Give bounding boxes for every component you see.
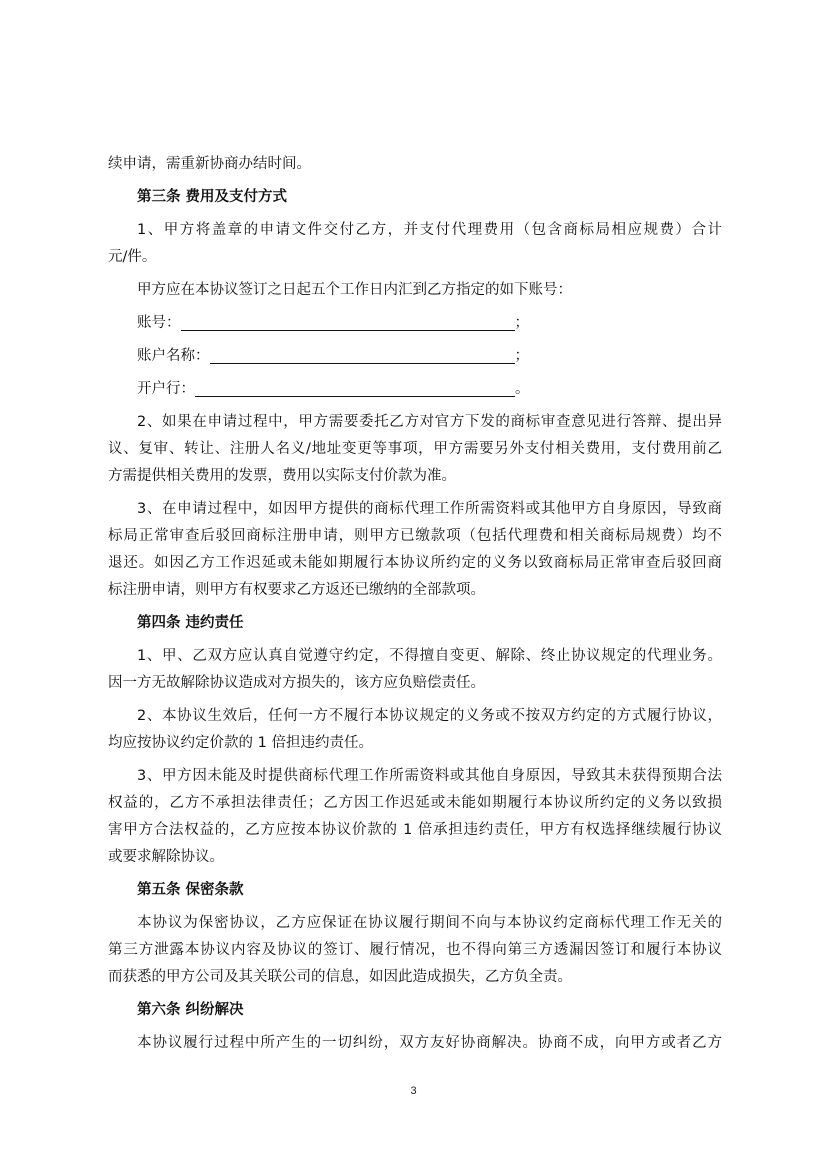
text-line: 2、如果在申请过程中，甲方需要委托乙方对官方下发的商标审查意见进行答辩、提出异 xyxy=(137,414,722,430)
section-heading-liability: 第四条 违约责任 xyxy=(137,615,244,631)
text-line: 本协议履行过程中所产生的一切纠纷，双方友好协商解决。协商不成，向甲方或者乙方 xyxy=(137,1035,722,1051)
section-heading-dispute: 第六条 纠纷解决 xyxy=(137,1002,244,1018)
text-line: 权益的，乙方不承担法律责任；乙方因工作迟延或未能如期履行本协议所约定的义务以致损 xyxy=(108,795,722,811)
text-line: 续申请，需重新协商办结时间。 xyxy=(108,156,311,172)
bank-blank xyxy=(195,379,515,397)
text-line: 方需提供相关费用的发票，费用以实际支付价款为准。 xyxy=(108,468,456,484)
page-number: 3 xyxy=(410,1085,417,1097)
text-line: 均应按协议约定价款的 1 倍担违约责任。 xyxy=(108,735,373,751)
text-line: 1、甲、乙双方应认真自觉遵守约定，不得擅自变更、解除、终止协议规定的代理业务。 xyxy=(137,648,722,664)
text-line: 2、本协议生效后，任何一方不履行本协议规定的义务或不按双方约定的方式履行协议， xyxy=(137,708,722,724)
text-line: 议、复审、转让、注册人名义/地址变更等事项，甲方需要另外支付相关费用，支付费用前乙 xyxy=(108,441,722,457)
text-line: 元/件。 xyxy=(108,249,157,265)
text-line: 第三方泄露本协议内容及协议的签订、履行情况，也不得向第三方透漏因签订和履行本协议 xyxy=(108,942,722,958)
account-name-field xyxy=(108,343,722,370)
account-name-label: 账户名称： xyxy=(137,348,210,364)
text-line: 甲方应在本协议签订之日起五个工作日内汇到乙方指定的如下账号： xyxy=(137,282,572,298)
text-line: 害甲方合法权益的，乙方应按本协议价款的 1 倍承担违约责任，甲方有权选择继续履行协议 xyxy=(108,822,722,838)
text-line: 3、甲方因未能及时提供商标代理工作所需资料或其他自身原因，导致其未获得预期合法 xyxy=(137,768,722,784)
text-line: 1、甲方将盖章的申请文件交付乙方，并支付代理费用（包含商标局相应规费）合计 xyxy=(137,222,722,238)
text-line: 3、在申请过程中，如因甲方提供的商标代理工作所需资料或其他甲方自身原因，导致商 xyxy=(137,501,722,517)
text-line: 而获悉的甲方公司及其关联公司的信息，如因此造成损失，乙方负全责。 xyxy=(108,969,572,985)
text-line: 退还。如因乙方工作迟延或未能如期履行本协议所约定的义务以致商标局正常审查后驳回商 xyxy=(108,555,722,571)
agreement-body xyxy=(108,151,722,1057)
account-number-label: 账号： xyxy=(137,315,181,331)
text-line: 标注册申请，则甲方有权要求乙方返还已缴纳的全部款项。 xyxy=(108,582,485,598)
field-end-mark: 。 xyxy=(515,381,530,397)
bank-label: 开户行： xyxy=(137,381,195,397)
account-number-field xyxy=(108,310,722,337)
text-line: 标局正常审查后驳回商标注册申请，则甲方已缴款项（包括代理费和相关商标局规费）均不 xyxy=(108,528,722,544)
section-heading-fees: 第三条 费用及支付方式 xyxy=(137,189,288,205)
section-heading-confidentiality: 第五条 保密条款 xyxy=(137,882,244,898)
field-end-mark: ； xyxy=(514,348,529,364)
text-line: 因一方无故解除协议造成对方损失的，该方应负赔偿责任。 xyxy=(108,675,485,691)
bank-field xyxy=(108,376,722,403)
account-number-blank xyxy=(181,313,515,331)
text-line: 本协议为保密协议，乙方应保证在协议履行期间不向与本协议约定商标代理工作无关的 xyxy=(137,915,722,931)
field-end-mark: ； xyxy=(514,315,529,331)
text-line: 或要求解除协议。 xyxy=(108,849,224,865)
account-name-blank xyxy=(210,346,515,364)
